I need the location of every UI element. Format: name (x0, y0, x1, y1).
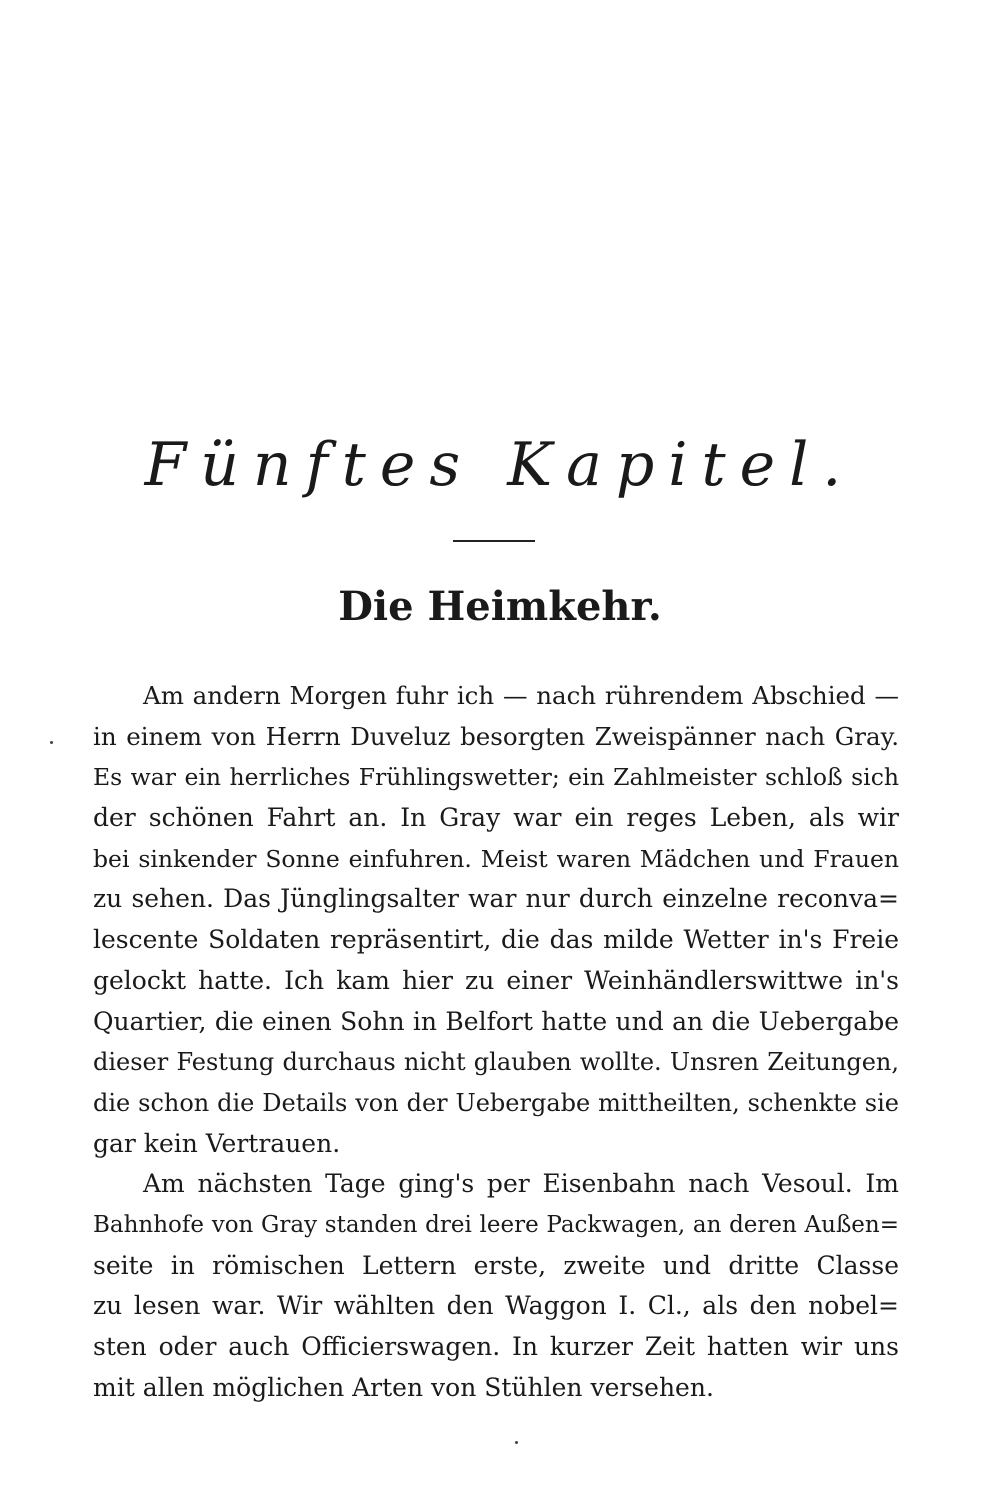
text-line: mit allen möglichen Arten von Stühlen versehen. (93, 1372, 714, 1402)
title-divider-rule (453, 540, 535, 542)
text-line: in einem von Herrn Duveluz besorgten Zweispänner nach Gray. (93, 721, 899, 751)
text-line: Quartier, die einen Sohn in Belfort hatte und an die Uebergabe (93, 1006, 899, 1036)
text-line: bei sinkender Sonne einfuhren. Meist waren Mädchen und Frauen (93, 844, 899, 873)
text-line: Bahnhofe von Gray standen drei leere Packwagen, an deren Außen= (93, 1211, 899, 1238)
text-line: seite in römischen Lettern erste, zweite und dritte Classe (93, 1250, 899, 1280)
text-line: dieser Festung durchaus nicht glauben wollte. Unsren Zeitungen, (93, 1048, 899, 1077)
text-line: sten oder auch Officierswagen. In kurzer Zeit hatten wir uns (93, 1332, 899, 1361)
text-line: Am nächsten Tage ging's per Eisenbahn nach Vesoul. Im (143, 1169, 899, 1199)
text-line: Es war ein herrliches Frühlingswetter; ein Zahlmeister schloß sich (93, 763, 899, 792)
text-line: zu lesen war. Wir wählten den Waggon I. Cl., als den nobel= (93, 1291, 899, 1321)
text-line: die schon die Details von der Uebergabe mittheilten, schenkte sie (93, 1088, 899, 1117)
print-speck (50, 741, 53, 744)
text-line: gelockt hatte. Ich kam hier zu einer Weinhändlerswittwe in's (93, 965, 899, 995)
text-line: zu sehen. Das Jünglingsalter war nur durch einzelne reconva= (93, 884, 899, 914)
text-line: der schönen Fahrt an. In Gray war ein reges Leben, als wir (93, 803, 899, 833)
text-line: Am andern Morgen fuhr ich — nach rührendem Abschied — (143, 681, 899, 710)
print-speck (515, 1441, 518, 1444)
text-line: gar kein Vertrauen. (93, 1128, 341, 1158)
text-line: lescente Soldaten repräsentirt, die das milde Wetter in's Freie (93, 925, 899, 955)
body-text (93, 676, 899, 1408)
section-title: Die Heimkehr. (338, 583, 662, 630)
chapter-title: Fünftes Kapitel. (144, 430, 856, 500)
